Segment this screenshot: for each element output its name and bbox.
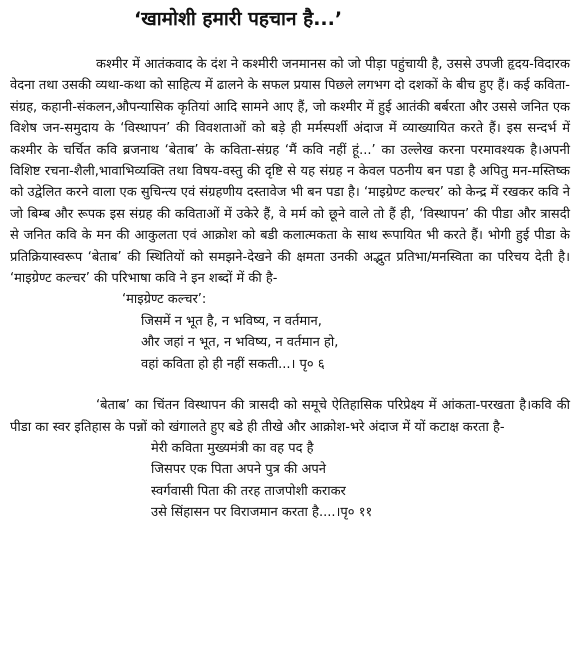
- poem-line: स्वर्गवासी पिता की तरह ताजपोशी कराकर: [151, 483, 346, 499]
- poem-line: जिसमें न भूत है, न भविष्य, न वर्तमान,: [141, 313, 322, 329]
- paragraph-critique: ‘बेताब’ का चिंतन विस्थापन की त्रासदी को समूचे ऐतिहासिक परिप्रेक्ष्य में आंकता-परखता है।कवि की पीडा का स्वर इतिहास के पन्नों को खंगालते हुए बडे ही तीखे और आक्रोश-भरे अंदाज में यों कटाक्ष करता है-: [10, 398, 570, 435]
- article-title: ‘खामोशी हमारी पहचान है...’: [134, 8, 343, 30]
- poem-excerpt-heading: ‘माइग्रेण्ट कल्चर’:: [122, 292, 207, 308]
- poem-excerpt-1: [10, 289, 570, 375]
- poem-excerpt-2: [10, 438, 570, 524]
- poem-line: मेरी कविता मुख्यमंत्री का वह पद है: [151, 440, 314, 456]
- poem-line: वहां कविता हो ही नहीं सकती...। पृ० ६: [141, 356, 325, 372]
- paragraph-intro: कश्मीर में आतंकवाद के दंश ने कश्मीरी जनमानस को जो पीड़ा पहुंचायी है, उससे उपजी हृदय-विदारक वेदना तथा उसकी व्यथा-कथा को साहित्य में ढालने के सफल प्रयास पिछले लगभग दो दशकों के बीच हुए हैं। कई कविता-संग्रह, कहानी-संकलन,औपन्यासिक कृतियां आदि सामने आए हैं, जो कश्मीर में हुई आतंकी बर्बरता और उससे जनित एक विशेष जन-समुदाय के ‘विस्थापन’ की विवशताओं को बड़े ही मर्मस्पर्शी अंदाज में व्याख्यायित करते हैं। इस सन्दर्भ में कश्मीर के चर्चित कवि ब्रजनाथ ‘बेताब’ के कविता-संग्रह ‘मैं कवि नहीं हूं...’ का उल्लेख करना परमावश्यक है।अपनी विशिष्ट रचना-शैली,भावाभिव्यक्ति तथा विषय-वस्तु की दृष्टि से यह संग्रह न केवल पठनीय बन पडा है अपितु मन-मस्तिष्क को उद्वेलित करने वाला एक सुचिन्त्य एवं संग्रहणीय दस्तावेज भी बन पडा है। ‘माइग्रेण्ट कल्चर’ को केन्द्र में रखकर कवि ने जो बिम्ब और रूपक इस संग्रह की कविताओं में उकेरे हैं, वे मर्म को छूने वाले तो हैं ही, ‘विस्थापन’ की पीडा और त्रासदी से जनित कवि के मन की आकुलता एवं आक्रोश को बडी कलात्मकता के साथ रूपायित भी करते हैं। भोगी हुई पीडा के प्रतिक्रियास्वरूप ‘बेताब’ की स्थितियों को समझने-देखने की क्षमता उनकी अद्भुत प्रतिभा/मनस्विता का परिचय देती है। ‘माइग्रेण्ट कल्चर’ की परिभाषा कवि ने इन शब्दों में की है-: [10, 57, 570, 287]
- poem-line: और जहां न भूत, न भविष्य, न वर्तमान हो,: [141, 335, 339, 351]
- poem-line: जिसपर एक पिता अपने पुत्र की अपने: [151, 462, 326, 478]
- poem-line: उसे सिंहासन पर विराजमान करता है....।पृ० ११: [151, 505, 373, 521]
- spacer: [10, 375, 570, 395]
